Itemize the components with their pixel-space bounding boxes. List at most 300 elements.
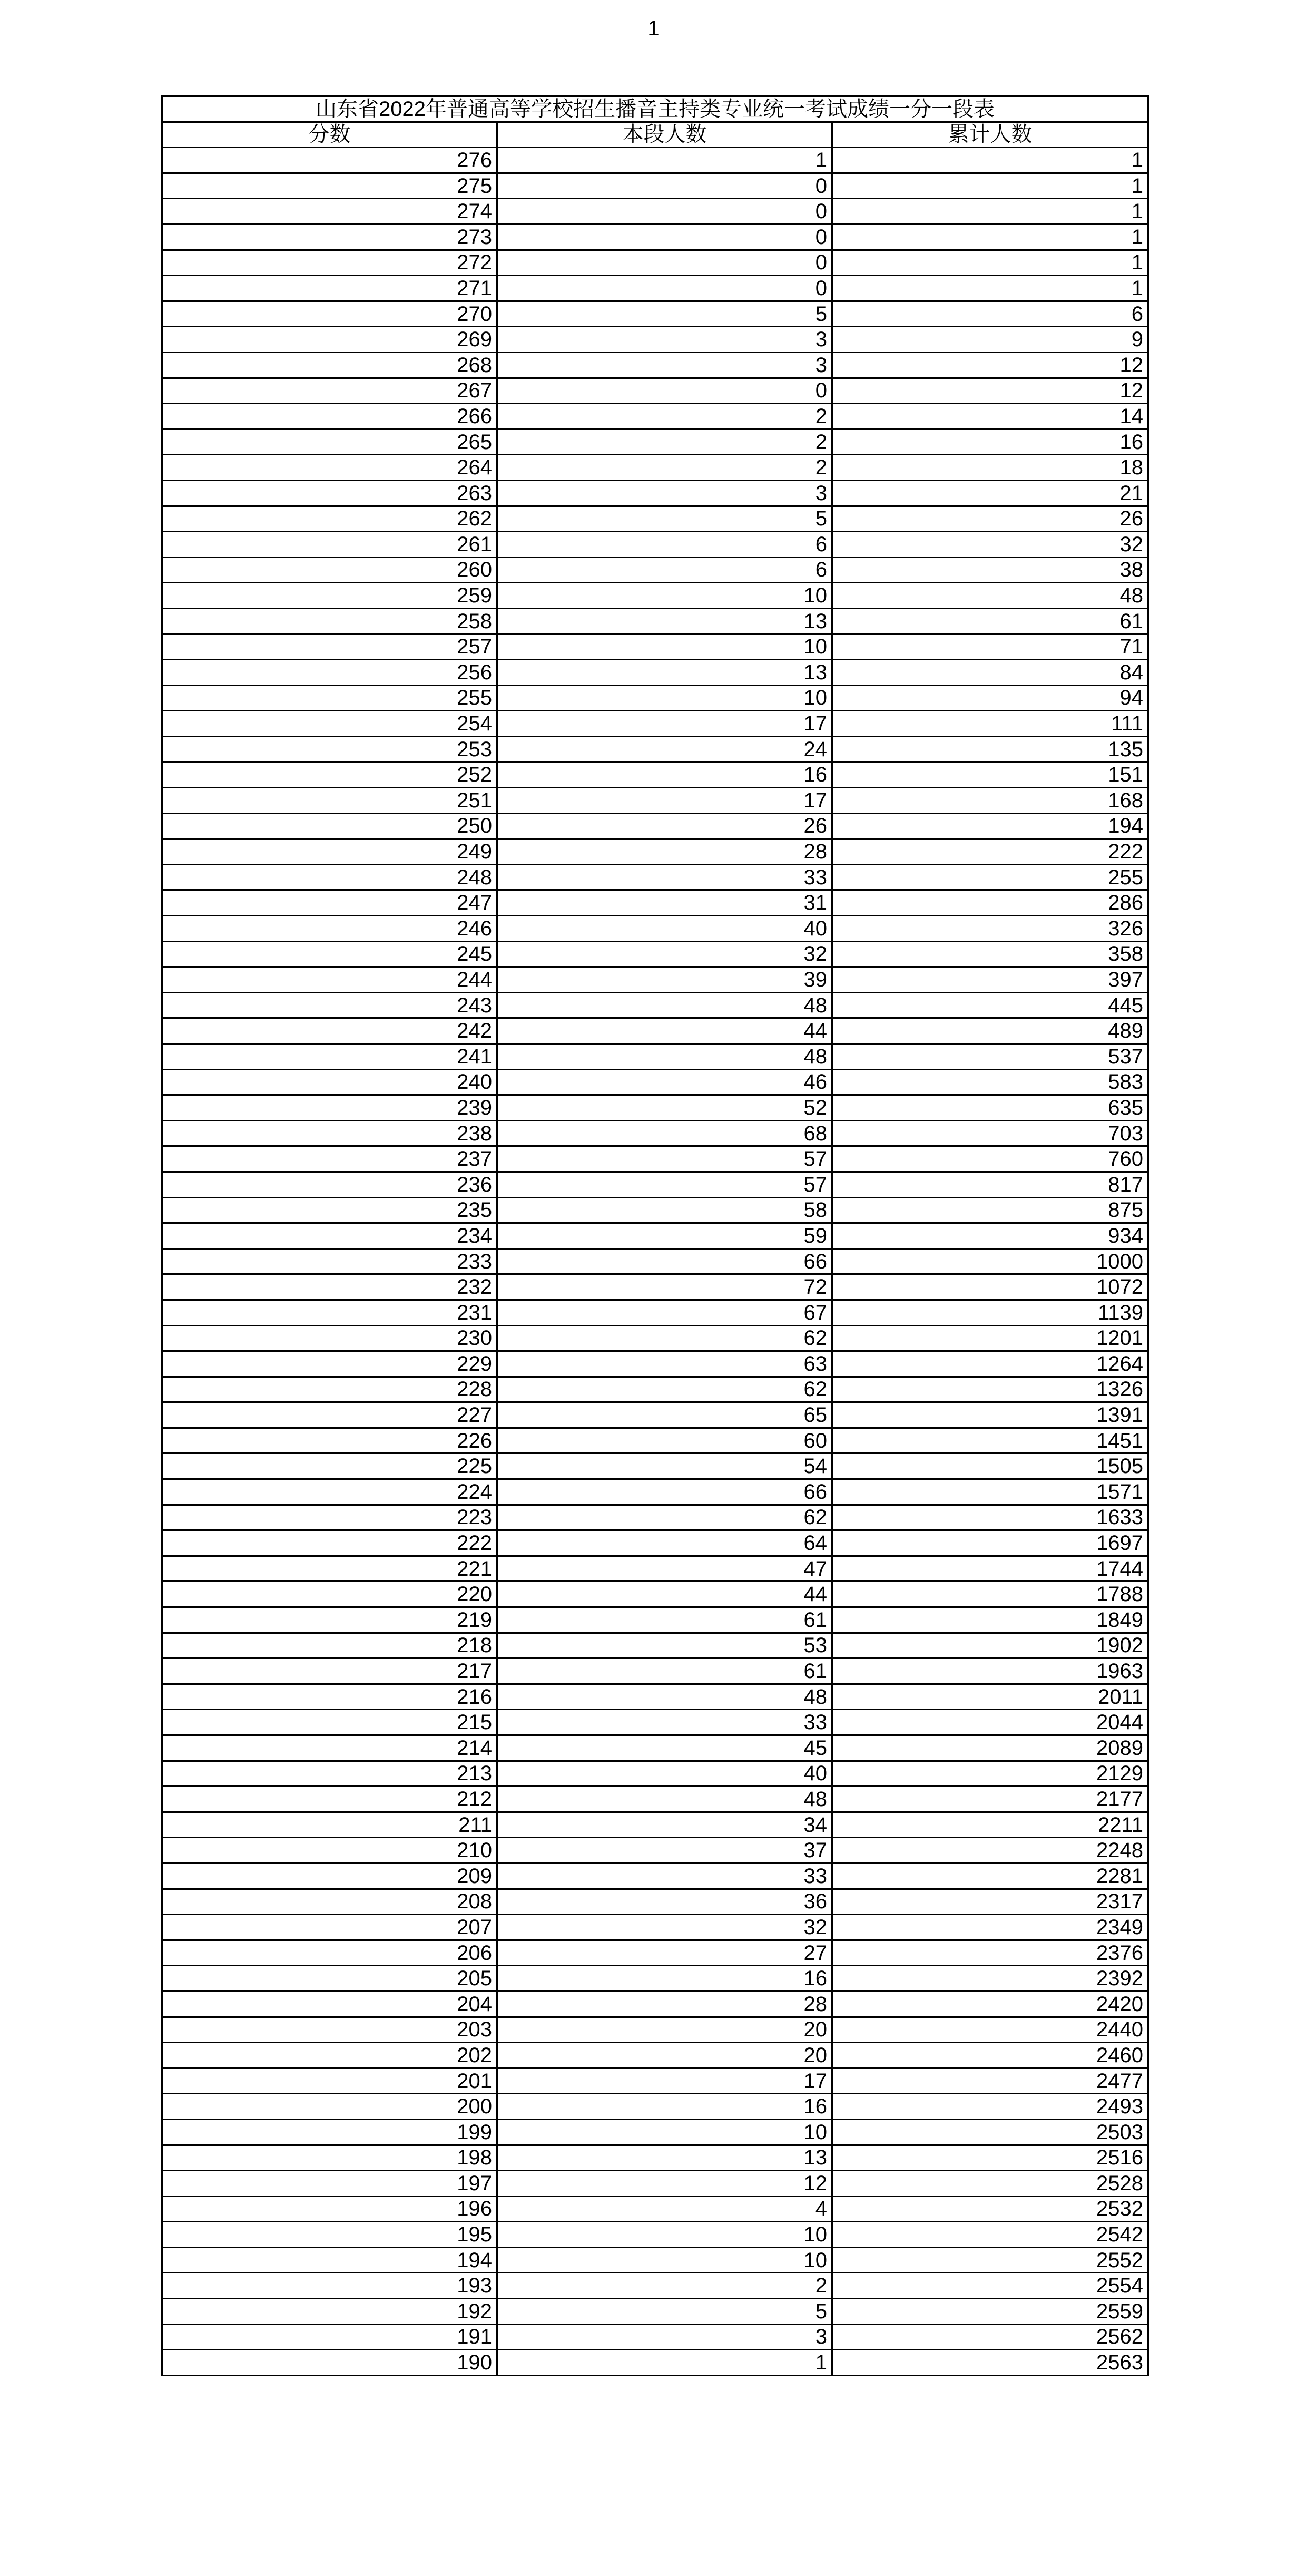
cell-segment-count: 63 [497,1351,832,1377]
cell-cumulative-count: 2317 [832,1889,1148,1915]
table-row [162,762,1148,788]
cell-cumulative-count: 94 [832,685,1148,711]
cell-segment-count: 48 [497,1043,832,1069]
cell-score: 213 [162,1761,497,1787]
cell-segment-count: 3 [497,327,832,353]
cell-cumulative-count: 1963 [832,1658,1148,1684]
table-row [162,2222,1148,2248]
cell-score: 267 [162,378,497,404]
cell-score: 266 [162,404,497,430]
table-row [162,2094,1148,2120]
table-row [162,2017,1148,2043]
cell-cumulative-count: 817 [832,1172,1148,1197]
table-row [162,1377,1148,1402]
cell-score: 271 [162,276,497,301]
table-row [162,1018,1148,1044]
cell-cumulative-count: 84 [832,660,1148,686]
cell-segment-count: 10 [497,2222,832,2248]
table-row [162,378,1148,404]
cell-score: 244 [162,967,497,993]
cell-score: 259 [162,583,497,609]
cell-score: 264 [162,455,497,481]
cell-score: 253 [162,736,497,762]
cell-cumulative-count: 61 [832,608,1148,634]
cell-cumulative-count: 2562 [832,2324,1148,2350]
cell-score: 218 [162,1633,497,1658]
cell-cumulative-count: 358 [832,941,1148,967]
cell-cumulative-count: 2420 [832,1991,1148,2017]
cell-cumulative-count: 1451 [832,1428,1148,1453]
cell-cumulative-count: 1849 [832,1607,1148,1633]
cell-segment-count: 53 [497,1633,832,1658]
cell-segment-count: 32 [497,1915,832,1940]
cell-cumulative-count: 1 [832,199,1148,225]
cell-score: 205 [162,1966,497,1992]
cell-cumulative-count: 2376 [832,1940,1148,1966]
cell-cumulative-count: 326 [832,916,1148,942]
cell-cumulative-count: 6 [832,301,1148,327]
cell-cumulative-count: 2011 [832,1684,1148,1710]
cell-segment-count: 61 [497,1658,832,1684]
table-row [162,941,1148,967]
cell-cumulative-count: 875 [832,1197,1148,1223]
cell-score: 257 [162,634,497,660]
table-row [162,1582,1148,1607]
cell-segment-count: 65 [497,1402,832,1428]
cell-score: 201 [162,2068,497,2094]
cell-score: 209 [162,1863,497,1889]
cell-cumulative-count: 1571 [832,1479,1148,1505]
table-row [162,967,1148,993]
cell-segment-count: 28 [497,839,832,865]
cell-segment-count: 20 [497,2017,832,2043]
cell-cumulative-count: 1 [832,224,1148,250]
table-row [162,557,1148,583]
cell-segment-count: 60 [497,1428,832,1453]
cell-score: 203 [162,2017,497,2043]
cell-score: 270 [162,301,497,327]
table-row [162,250,1148,276]
cell-segment-count: 13 [497,608,832,634]
cell-cumulative-count: 21 [832,480,1148,506]
cell-cumulative-count: 1505 [832,1453,1148,1479]
table-row [162,1530,1148,1556]
cell-segment-count: 0 [497,378,832,404]
cell-cumulative-count: 151 [832,762,1148,788]
cell-cumulative-count: 2563 [832,2350,1148,2376]
cell-segment-count: 10 [497,583,832,609]
cell-score: 254 [162,711,497,737]
cell-cumulative-count: 32 [832,532,1148,558]
table-row [162,1223,1148,1249]
cell-score: 211 [162,1812,497,1838]
cell-cumulative-count: 14 [832,404,1148,430]
cell-cumulative-count: 703 [832,1120,1148,1146]
cell-score: 193 [162,2273,497,2299]
cell-segment-count: 40 [497,1761,832,1787]
table-row [162,2324,1148,2350]
cell-score: 274 [162,199,497,225]
cell-score: 235 [162,1197,497,1223]
cell-segment-count: 3 [497,352,832,378]
table-row [162,276,1148,301]
column-header-score: 分数 [162,122,497,148]
cell-segment-count: 72 [497,1274,832,1300]
table-row [162,224,1148,250]
cell-score: 260 [162,557,497,583]
table-row [162,1863,1148,1889]
cell-cumulative-count: 397 [832,967,1148,993]
cell-score: 268 [162,352,497,378]
cell-cumulative-count: 2211 [832,1812,1148,1838]
cell-segment-count: 0 [497,173,832,199]
cell-segment-count: 68 [497,1120,832,1146]
table-row [162,2119,1148,2145]
cell-score: 251 [162,788,497,814]
cell-cumulative-count: 2542 [832,2222,1148,2248]
cell-segment-count: 10 [497,685,832,711]
cell-score: 199 [162,2119,497,2145]
cell-segment-count: 2 [497,404,832,430]
cell-segment-count: 16 [497,2094,832,2120]
cell-score: 229 [162,1351,497,1377]
cell-score: 246 [162,916,497,942]
cell-score: 238 [162,1120,497,1146]
cell-cumulative-count: 2460 [832,2043,1148,2068]
table-row [162,2273,1148,2299]
cell-segment-count: 62 [497,1325,832,1351]
cell-score: 233 [162,1248,497,1274]
table-row [162,1402,1148,1428]
table-row [162,1607,1148,1633]
table-row [162,1556,1148,1582]
table-row [162,455,1148,481]
table-row [162,1120,1148,1146]
cell-cumulative-count: 1744 [832,1556,1148,1582]
cell-segment-count: 40 [497,916,832,942]
cell-score: 242 [162,1018,497,1044]
table-row [162,1787,1148,1812]
cell-segment-count: 3 [497,2324,832,2350]
cell-score: 230 [162,1325,497,1351]
cell-score: 272 [162,250,497,276]
cell-score: 232 [162,1274,497,1300]
table-row [162,864,1148,890]
cell-segment-count: 5 [497,301,832,327]
cell-score: 261 [162,532,497,558]
cell-score: 262 [162,506,497,532]
table-row [162,1274,1148,1300]
cell-cumulative-count: 2554 [832,2273,1148,2299]
cell-cumulative-count: 1201 [832,1325,1148,1351]
cell-score: 200 [162,2094,497,2120]
cell-cumulative-count: 222 [832,839,1148,865]
cell-cumulative-count: 111 [832,711,1148,737]
cell-segment-count: 4 [497,2196,832,2222]
cell-segment-count: 3 [497,480,832,506]
table-row [162,1940,1148,1966]
cell-cumulative-count: 12 [832,378,1148,404]
cell-segment-count: 47 [497,1556,832,1582]
cell-cumulative-count: 2392 [832,1966,1148,1992]
cell-score: 219 [162,1607,497,1633]
cell-segment-count: 48 [497,1787,832,1812]
table-row [162,2350,1148,2376]
table-row [162,2247,1148,2273]
cell-score: 239 [162,1095,497,1121]
cell-segment-count: 54 [497,1453,832,1479]
cell-cumulative-count: 1000 [832,1248,1148,1274]
table-title: 山东省2022年普通高等学校招生播音主持类专业统一考试成绩一分一段表 [162,96,1148,122]
cell-segment-count: 0 [497,276,832,301]
cell-cumulative-count: 583 [832,1069,1148,1095]
cell-cumulative-count: 135 [832,736,1148,762]
cell-segment-count: 39 [497,967,832,993]
cell-segment-count: 6 [497,532,832,558]
table-row [162,1069,1148,1095]
cell-cumulative-count: 445 [832,992,1148,1018]
cell-segment-count: 57 [497,1172,832,1197]
cell-cumulative-count: 194 [832,813,1148,839]
cell-cumulative-count: 1902 [832,1633,1148,1658]
cell-score: 243 [162,992,497,1018]
table-row [162,352,1148,378]
cell-score: 276 [162,148,497,173]
table-row [162,1172,1148,1197]
cell-cumulative-count: 2349 [832,1915,1148,1940]
cell-score: 250 [162,813,497,839]
table-row [162,608,1148,634]
cell-score: 249 [162,839,497,865]
cell-score: 228 [162,1377,497,1402]
cell-cumulative-count: 2559 [832,2299,1148,2325]
cell-score: 234 [162,1223,497,1249]
table-row [162,173,1148,199]
cell-cumulative-count: 2516 [832,2145,1148,2171]
cell-score: 258 [162,608,497,634]
column-header-segment-count: 本段人数 [497,122,832,148]
cell-cumulative-count: 26 [832,506,1148,532]
cell-segment-count: 27 [497,1940,832,1966]
cell-cumulative-count: 71 [832,634,1148,660]
cell-score: 223 [162,1505,497,1530]
cell-segment-count: 62 [497,1377,832,1402]
cell-score: 206 [162,1940,497,1966]
cell-segment-count: 57 [497,1146,832,1172]
cell-segment-count: 48 [497,992,832,1018]
table-row [162,1428,1148,1453]
cell-segment-count: 66 [497,1248,832,1274]
table-row [162,634,1148,660]
cell-cumulative-count: 635 [832,1095,1148,1121]
cell-segment-count: 0 [497,199,832,225]
cell-segment-count: 20 [497,2043,832,2068]
cell-segment-count: 0 [497,250,832,276]
table-row [162,711,1148,737]
cell-cumulative-count: 2532 [832,2196,1148,2222]
cell-cumulative-count: 2281 [832,1863,1148,1889]
cell-score: 241 [162,1043,497,1069]
cell-segment-count: 31 [497,890,832,916]
cell-score: 221 [162,1556,497,1582]
cell-cumulative-count: 12 [832,352,1148,378]
cell-segment-count: 17 [497,2068,832,2094]
cell-segment-count: 5 [497,506,832,532]
cell-segment-count: 48 [497,1684,832,1710]
table-row [162,429,1148,455]
cell-segment-count: 24 [497,736,832,762]
table-row [162,506,1148,532]
cell-score: 263 [162,480,497,506]
table-row [162,148,1148,173]
cell-score: 220 [162,1582,497,1607]
table-row [162,813,1148,839]
cell-segment-count: 10 [497,634,832,660]
cell-score: 248 [162,864,497,890]
cell-cumulative-count: 2089 [832,1735,1148,1761]
table-row [162,1325,1148,1351]
cell-segment-count: 33 [497,1710,832,1735]
cell-segment-count: 33 [497,864,832,890]
cell-score: 227 [162,1402,497,1428]
cell-cumulative-count: 2248 [832,1838,1148,1863]
cell-cumulative-count: 1 [832,173,1148,199]
cell-segment-count: 6 [497,557,832,583]
table-row [162,1889,1148,1915]
cell-cumulative-count: 1697 [832,1530,1148,1556]
table-row [162,992,1148,1018]
cell-cumulative-count: 760 [832,1146,1148,1172]
cell-score: 252 [162,762,497,788]
table-row [162,583,1148,609]
cell-cumulative-count: 38 [832,557,1148,583]
cell-segment-count: 64 [497,1530,832,1556]
cell-score: 202 [162,2043,497,2068]
table-row [162,327,1148,353]
table-row [162,1351,1148,1377]
cell-cumulative-count: 286 [832,890,1148,916]
cell-cumulative-count: 2552 [832,2247,1148,2273]
table-row [162,1300,1148,1325]
table-row [162,685,1148,711]
table-row [162,2043,1148,2068]
cell-score: 265 [162,429,497,455]
table-row [162,1812,1148,1838]
cell-segment-count: 67 [497,1300,832,1325]
cell-score: 207 [162,1915,497,1940]
cell-segment-count: 5 [497,2299,832,2325]
cell-cumulative-count: 2177 [832,1787,1148,1812]
cell-cumulative-count: 9 [832,327,1148,353]
cell-segment-count: 0 [497,224,832,250]
table-row [162,2145,1148,2171]
table-title-row [162,96,1148,122]
cell-cumulative-count: 18 [832,455,1148,481]
cell-score: 255 [162,685,497,711]
cell-segment-count: 16 [497,1966,832,1992]
cell-score: 273 [162,224,497,250]
table-row [162,199,1148,225]
cell-segment-count: 61 [497,1607,832,1633]
cell-segment-count: 13 [497,660,832,686]
cell-cumulative-count: 1391 [832,1402,1148,1428]
cell-cumulative-count: 16 [832,429,1148,455]
cell-cumulative-count: 2129 [832,1761,1148,1787]
table-row [162,532,1148,558]
cell-segment-count: 2 [497,429,832,455]
cell-score: 190 [162,2350,497,2376]
cell-segment-count: 16 [497,762,832,788]
column-header-cumulative-count: 累计人数 [832,122,1148,148]
table-row [162,1633,1148,1658]
cell-score: 212 [162,1787,497,1812]
cell-segment-count: 32 [497,941,832,967]
cell-cumulative-count: 168 [832,788,1148,814]
table-row [162,301,1148,327]
cell-segment-count: 62 [497,1505,832,1530]
table-row [162,1146,1148,1172]
cell-segment-count: 37 [497,1838,832,1863]
table-row [162,1453,1148,1479]
cell-cumulative-count: 2477 [832,2068,1148,2094]
cell-score: 194 [162,2247,497,2273]
table-row [162,1658,1148,1684]
table-row [162,2196,1148,2222]
table-header-row [162,122,1148,148]
table-row [162,2171,1148,2197]
cell-segment-count: 34 [497,1812,832,1838]
cell-segment-count: 13 [497,2145,832,2171]
cell-cumulative-count: 934 [832,1223,1148,1249]
cell-cumulative-count: 48 [832,583,1148,609]
cell-segment-count: 17 [497,788,832,814]
cell-cumulative-count: 2044 [832,1710,1148,1735]
cell-score: 245 [162,941,497,967]
table-row [162,1966,1148,1992]
cell-cumulative-count: 255 [832,864,1148,890]
cell-cumulative-count: 1 [832,276,1148,301]
cell-score: 275 [162,173,497,199]
cell-segment-count: 1 [497,148,832,173]
cell-cumulative-count: 1633 [832,1505,1148,1530]
cell-segment-count: 59 [497,1223,832,1249]
cell-segment-count: 44 [497,1582,832,1607]
table-row [162,1197,1148,1223]
cell-score: 226 [162,1428,497,1453]
table-row [162,2299,1148,2325]
table-row [162,839,1148,865]
table-row [162,890,1148,916]
table-row [162,1991,1148,2017]
cell-segment-count: 10 [497,2247,832,2273]
table-row [162,788,1148,814]
cell-score: 216 [162,1684,497,1710]
table-row [162,1479,1148,1505]
cell-score: 247 [162,890,497,916]
table-row [162,2068,1148,2094]
cell-segment-count: 17 [497,711,832,737]
table-row [162,660,1148,686]
cell-score: 215 [162,1710,497,1735]
table-row [162,404,1148,430]
cell-segment-count: 66 [497,1479,832,1505]
cell-segment-count: 1 [497,2350,832,2376]
cell-score: 217 [162,1658,497,1684]
page-number: 1 [647,17,660,40]
cell-cumulative-count: 489 [832,1018,1148,1044]
cell-segment-count: 58 [497,1197,832,1223]
cell-cumulative-count: 1 [832,250,1148,276]
